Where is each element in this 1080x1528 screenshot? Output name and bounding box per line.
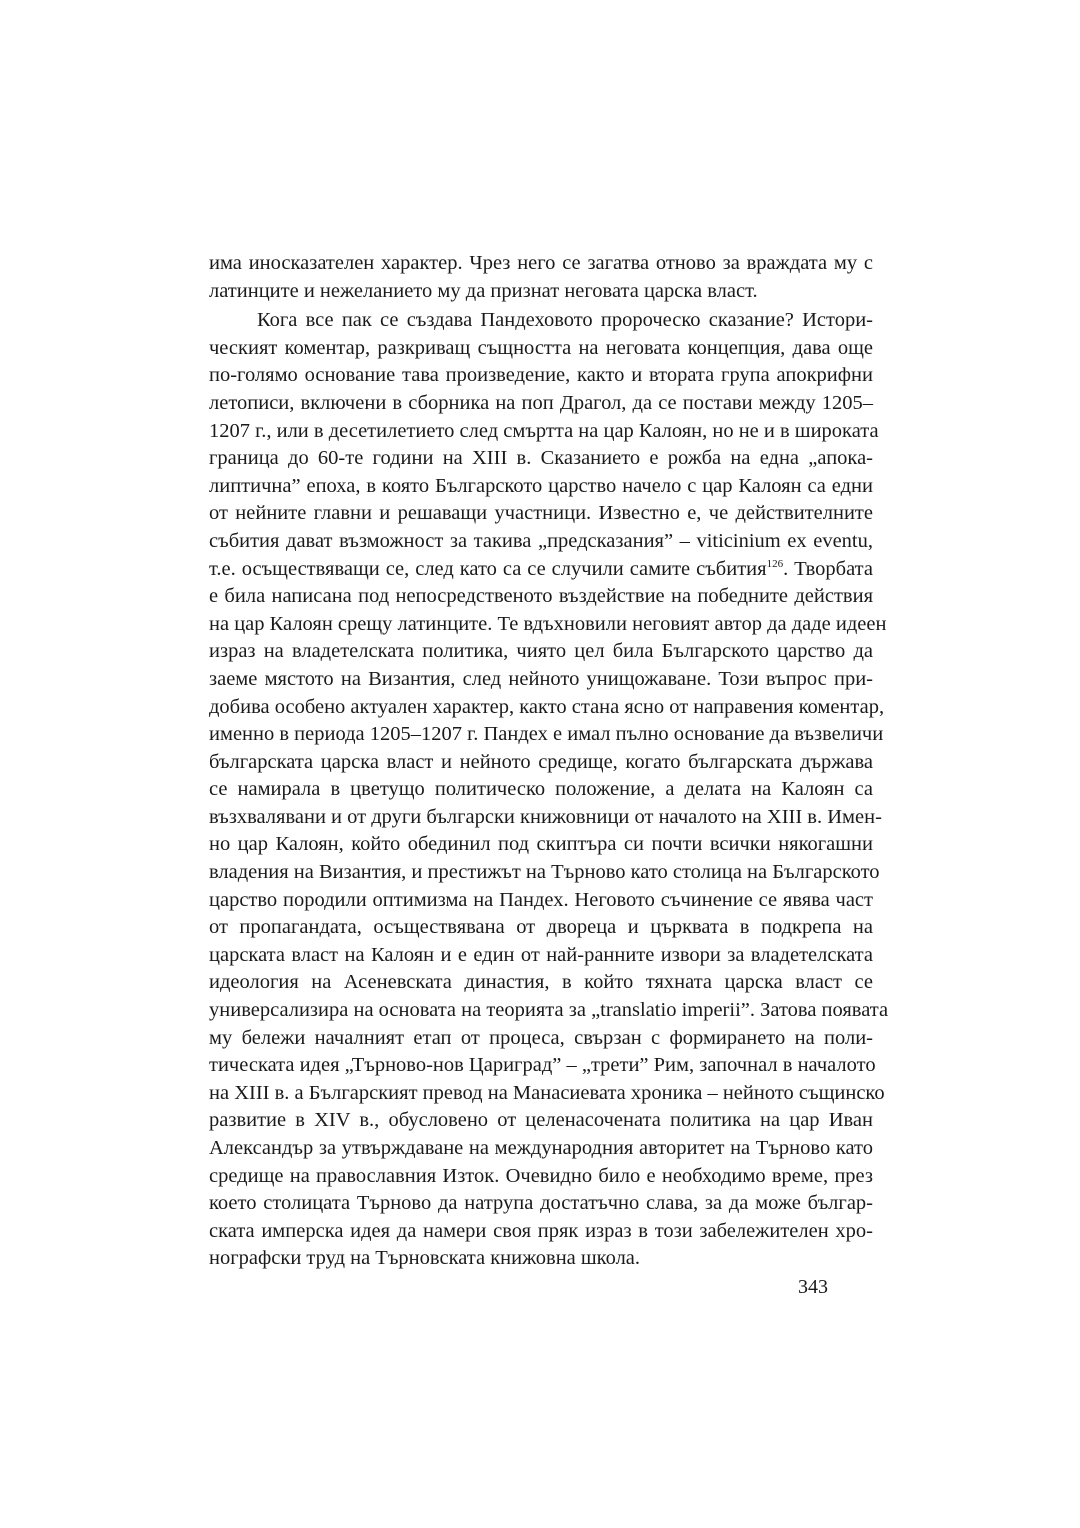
text-line: нографски труд на Търновската книжовна школа. xyxy=(209,1247,641,1270)
text-line: тическата идея „Търново-нов Цариград” – „трети” Рим, започнал в началото xyxy=(209,1054,876,1077)
text-line: средище на православния Изток. Очевидно било е необходимо време, през xyxy=(209,1164,873,1187)
text-line: се намирала в цветущо политическо положение, а делата на Калоян са xyxy=(209,778,873,801)
text-line-with-footnote xyxy=(209,556,873,584)
text-line: 1207 г., или в десетилетието след смъртта на цар Калоян, но не и в широката xyxy=(209,419,879,442)
text-line: българската царска власт и нейното средище, когато българската държава xyxy=(209,750,873,773)
text-line: от нейните главни и решаващи участници. Известно е, че действителните xyxy=(209,502,873,525)
text-line: има иносказателен характер. Чрез него се загатва отново за враждата му с xyxy=(209,252,873,274)
text-line: Кога все пак се създава Пандеховото пророческо сказание? Истори- xyxy=(257,309,873,332)
text-line: от пропагандата, осъществявана от двореца и църквата в подкрепа на xyxy=(209,916,873,939)
text-line: липтична” епоха, в която Българското царство начело с цар Калоян са едни xyxy=(209,474,873,497)
text-line: владения на Византия, и престижът на Търново като столица на Българското xyxy=(209,861,880,884)
text-line: на цар Калоян срещу латинците. Те вдъхновили неговият автор да даде идеен xyxy=(209,612,887,635)
text-line: идеология на Асеневската династия, в който тяхната царска власт се xyxy=(209,971,873,994)
text-line: е била написана под непосредственото въздействие на победните действия xyxy=(209,585,873,608)
text-line: Александър за утвърждаване на международния авторитет на Търново като xyxy=(209,1137,873,1159)
text-line: царската власт на Калоян и е един от най-ранните извори за владетелската xyxy=(209,943,873,966)
text-line: граница до 60-те години на XIII в. Сказанието е рожба на една „апока- xyxy=(209,447,873,470)
text-line: събития дават възможност за такива „предсказания” – viticinium ex eventu, xyxy=(209,529,873,552)
text-line: възхвалявани и от други български книжовници от началото на XIII в. Имен- xyxy=(209,805,882,828)
body-text xyxy=(209,250,889,1273)
text-line: му бележи началният етап от процеса, свързан с формирането на поли- xyxy=(209,1026,873,1049)
text-line: израз на владетелската политика, чиято цел била Българското царство да xyxy=(209,640,873,663)
text-line: летописи, включени в сборника на поп Драгол, да се постави между 1205– xyxy=(209,391,873,414)
text-line: развитие в XIV в., обусловено от целенасочената политика на цар Иван xyxy=(209,1109,873,1132)
page-number: 343 xyxy=(798,1276,828,1298)
paragraph xyxy=(209,307,889,1273)
text-line: ската имперска идея да намери своя пряк израз в този забележителен хро- xyxy=(209,1219,873,1242)
text-line: което столицата Търново да натрупа достатъчно слава, за да може българ- xyxy=(209,1192,873,1215)
text-line: именно в периода 1205–1207 г. Пандех е имал пълно основание да възвеличи xyxy=(209,723,884,746)
text-line: по-голямо основание тава произведение, както и втората група апокрифни xyxy=(209,364,873,387)
text-line: царство породили оптимизма на Пандех. Неговото съчинение се явява част xyxy=(209,888,873,911)
text-segment: т.е. осъществяващи се, след като са се случили самите събития xyxy=(209,557,767,580)
text-line: ческият коментар, разкриващ същността на неговата концепция, дава още xyxy=(209,336,873,359)
text-line: добива особено актуален характер, както стана ясно от направения коментар, xyxy=(209,695,885,718)
text-line: но цар Калоян, който обединил под скиптъра си почти всички някогашни xyxy=(209,833,873,856)
footnote-marker[interactable]: 126 xyxy=(766,557,784,570)
text-line: заеме мястото на Византия, след нейното унищожаване. Този въпрос при- xyxy=(209,667,873,690)
text-segment: . Творбата xyxy=(783,557,873,580)
paragraph xyxy=(209,250,873,305)
text-line: латинците и нежеланието му да признат неговата царска власт. xyxy=(209,279,758,302)
text-line: на XIII в. а Българският превод на Манасиевата хроника – нейното същинско xyxy=(209,1081,885,1104)
text-line: универсализира на основата на теорията за „translatio imperii”. Затова появата xyxy=(209,999,889,1022)
